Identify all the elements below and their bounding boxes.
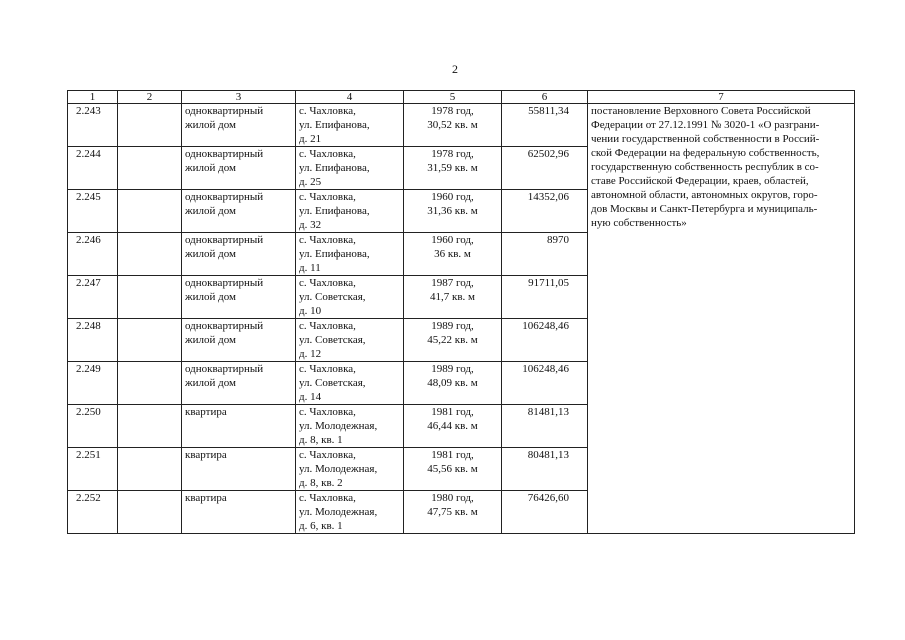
address-line: ул. Епифанова,: [299, 205, 370, 217]
object-type-line: одноквартирный: [185, 105, 264, 117]
object-type-line: одноквартирный: [185, 320, 264, 332]
cell-col2: [118, 190, 182, 233]
object-type-cell: [182, 104, 296, 147]
address-line: с. Чахловка,: [299, 234, 356, 246]
object-type-line: жилой дом: [185, 291, 236, 303]
object-type-cell: [182, 362, 296, 405]
row-number: 2.250: [68, 405, 118, 448]
legal-basis-line: ской Федерации на федеральную собственность,: [591, 147, 820, 159]
address-line: д. 10: [299, 305, 322, 317]
year-area-line: 31,59 кв. м: [427, 162, 478, 174]
row-number: 2.244: [68, 147, 118, 190]
address-cell: [296, 233, 404, 276]
address-line: с. Чахловка,: [299, 191, 356, 203]
address-line: с. Чахловка,: [299, 277, 356, 289]
year-area-line: 1989 год,: [431, 320, 474, 332]
year-area-cell: [404, 319, 502, 362]
address-line: д. 6, кв. 1: [299, 520, 343, 532]
year-area-line: 1978 год,: [431, 105, 474, 117]
table-header-row: [68, 91, 855, 104]
address-cell: [296, 319, 404, 362]
object-type-cell: [182, 276, 296, 319]
year-area-line: 1981 год,: [431, 406, 474, 418]
cell-col2: [118, 448, 182, 491]
address-line: д. 32: [299, 219, 322, 231]
legal-basis-line: государственную собственность республик в со-: [591, 161, 819, 173]
row-number: 2.248: [68, 319, 118, 362]
object-type-line: одноквартирный: [185, 191, 264, 203]
cell-col2: [118, 147, 182, 190]
year-area-cell: [404, 276, 502, 319]
legal-basis-line: ставе Российской Федерации, краев, областей,: [591, 175, 809, 187]
address-line: с. Чахловка,: [299, 363, 356, 375]
object-type-line: одноквартирный: [185, 148, 264, 160]
cost-value: 106248,46: [502, 319, 588, 362]
address-line: с. Чахловка,: [299, 105, 356, 117]
year-area-line: 45,56 кв. м: [427, 463, 478, 475]
object-type-line: жилой дом: [185, 205, 236, 217]
address-line: д. 25: [299, 176, 322, 188]
row-number: 2.246: [68, 233, 118, 276]
cell-col2: [118, 405, 182, 448]
object-type-cell: [182, 491, 296, 534]
address-cell: [296, 276, 404, 319]
object-type-line: жилой дом: [185, 248, 236, 260]
address-line: ул. Епифанова,: [299, 119, 370, 131]
cell-col2: [118, 491, 182, 534]
col-header-7: 7: [588, 91, 855, 104]
row-number: 2.245: [68, 190, 118, 233]
year-area-cell: [404, 448, 502, 491]
year-area-cell: [404, 233, 502, 276]
cell-col2: [118, 276, 182, 319]
year-area-cell: [404, 362, 502, 405]
object-type-line: квартира: [185, 406, 227, 418]
cost-value: 81481,13: [502, 405, 588, 448]
address-cell: [296, 104, 404, 147]
col-header-6: 6: [502, 91, 588, 104]
year-area-cell: [404, 104, 502, 147]
cost-value: 91711,05: [502, 276, 588, 319]
legal-basis-line: Федерации от 27.12.1991 № 3020-1 «О разграни-: [591, 119, 820, 131]
object-type-line: жилой дом: [185, 162, 236, 174]
property-table: [67, 90, 855, 534]
year-area-line: 36 кв. м: [434, 248, 471, 260]
table-row: [68, 104, 855, 147]
object-type-line: одноквартирный: [185, 363, 264, 375]
year-area-line: 1981 год,: [431, 449, 474, 461]
cost-value: 55811,34: [502, 104, 588, 147]
address-cell: [296, 190, 404, 233]
legal-basis-line: ную собственность»: [591, 217, 687, 229]
address-line: с. Чахловка,: [299, 406, 356, 418]
col-header-2: 2: [118, 91, 182, 104]
row-number: 2.249: [68, 362, 118, 405]
legal-basis-line: дов Москвы и Санкт-Петербурга и муниципаль-: [591, 203, 818, 215]
address-line: с. Чахловка,: [299, 449, 356, 461]
year-area-line: 1987 год,: [431, 277, 474, 289]
object-type-cell: [182, 319, 296, 362]
year-area-cell: [404, 405, 502, 448]
year-area-line: 31,36 кв. м: [427, 205, 478, 217]
address-cell: [296, 362, 404, 405]
legal-basis-cell: [588, 104, 855, 534]
page-number: 2: [452, 62, 458, 76]
legal-basis-line: чении государственной собственности в Россий-: [591, 133, 820, 145]
address-cell: [296, 405, 404, 448]
year-area-line: 46,44 кв. м: [427, 420, 478, 432]
address-line: д. 14: [299, 391, 322, 403]
year-area-line: 45,22 кв. м: [427, 334, 478, 346]
cost-value: 106248,46: [502, 362, 588, 405]
address-line: д. 8, кв. 2: [299, 477, 343, 489]
row-number: 2.251: [68, 448, 118, 491]
address-cell: [296, 147, 404, 190]
table-body: [68, 104, 855, 534]
address-line: с. Чахловка,: [299, 148, 356, 160]
address-line: д. 8, кв. 1: [299, 434, 343, 446]
object-type-cell: [182, 147, 296, 190]
col-header-4: 4: [296, 91, 404, 104]
address-line: д. 11: [299, 262, 321, 274]
year-area-cell: [404, 491, 502, 534]
year-area-cell: [404, 190, 502, 233]
legal-basis-line: постановление Верховного Совета Российской: [591, 105, 811, 117]
address-line: ул. Советская,: [299, 291, 366, 303]
cell-col2: [118, 319, 182, 362]
address-cell: [296, 448, 404, 491]
cell-col2: [118, 104, 182, 147]
year-area-line: 1989 год,: [431, 363, 474, 375]
address-line: ул. Молодежная,: [299, 420, 378, 432]
object-type-cell: [182, 448, 296, 491]
col-header-5: 5: [404, 91, 502, 104]
cell-col2: [118, 233, 182, 276]
year-area-line: 1980 год,: [431, 492, 474, 504]
year-area-cell: [404, 147, 502, 190]
address-line: с. Чахловка,: [299, 492, 356, 504]
address-line: д. 12: [299, 348, 322, 360]
cost-value: 62502,96: [502, 147, 588, 190]
year-area-line: 1978 год,: [431, 148, 474, 160]
address-line: ул. Советская,: [299, 377, 366, 389]
year-area-line: 48,09 кв. м: [427, 377, 478, 389]
cost-value: 80481,13: [502, 448, 588, 491]
row-number: 2.247: [68, 276, 118, 319]
address-line: с. Чахловка,: [299, 320, 356, 332]
object-type-line: жилой дом: [185, 334, 236, 346]
year-area-line: 41,7 кв. м: [430, 291, 475, 303]
object-type-line: квартира: [185, 449, 227, 461]
col-header-3: 3: [182, 91, 296, 104]
address-line: ул. Молодежная,: [299, 506, 378, 518]
address-cell: [296, 491, 404, 534]
cell-col2: [118, 362, 182, 405]
object-type-cell: [182, 190, 296, 233]
year-area-line: 47,75 кв. м: [427, 506, 478, 518]
address-line: д. 21: [299, 133, 322, 145]
object-type-line: квартира: [185, 492, 227, 504]
year-area-line: 1960 год,: [431, 191, 474, 203]
object-type-line: одноквартирный: [185, 234, 264, 246]
address-line: ул. Молодежная,: [299, 463, 378, 475]
cost-value: 8970: [502, 233, 588, 276]
object-type-cell: [182, 233, 296, 276]
address-line: ул. Советская,: [299, 334, 366, 346]
address-line: ул. Епифанова,: [299, 248, 370, 260]
object-type-line: жилой дом: [185, 377, 236, 389]
col-header-1: 1: [68, 91, 118, 104]
object-type-line: жилой дом: [185, 119, 236, 131]
row-number: 2.243: [68, 104, 118, 147]
year-area-line: 30,52 кв. м: [427, 119, 478, 131]
legal-basis-line: автономной области, автономных округов, горо-: [591, 189, 818, 201]
year-area-line: 1960 год,: [431, 234, 474, 246]
cost-value: 14352,06: [502, 190, 588, 233]
object-type-line: одноквартирный: [185, 277, 264, 289]
row-number: 2.252: [68, 491, 118, 534]
address-line: ул. Епифанова,: [299, 162, 370, 174]
object-type-cell: [182, 405, 296, 448]
cost-value: 76426,60: [502, 491, 588, 534]
